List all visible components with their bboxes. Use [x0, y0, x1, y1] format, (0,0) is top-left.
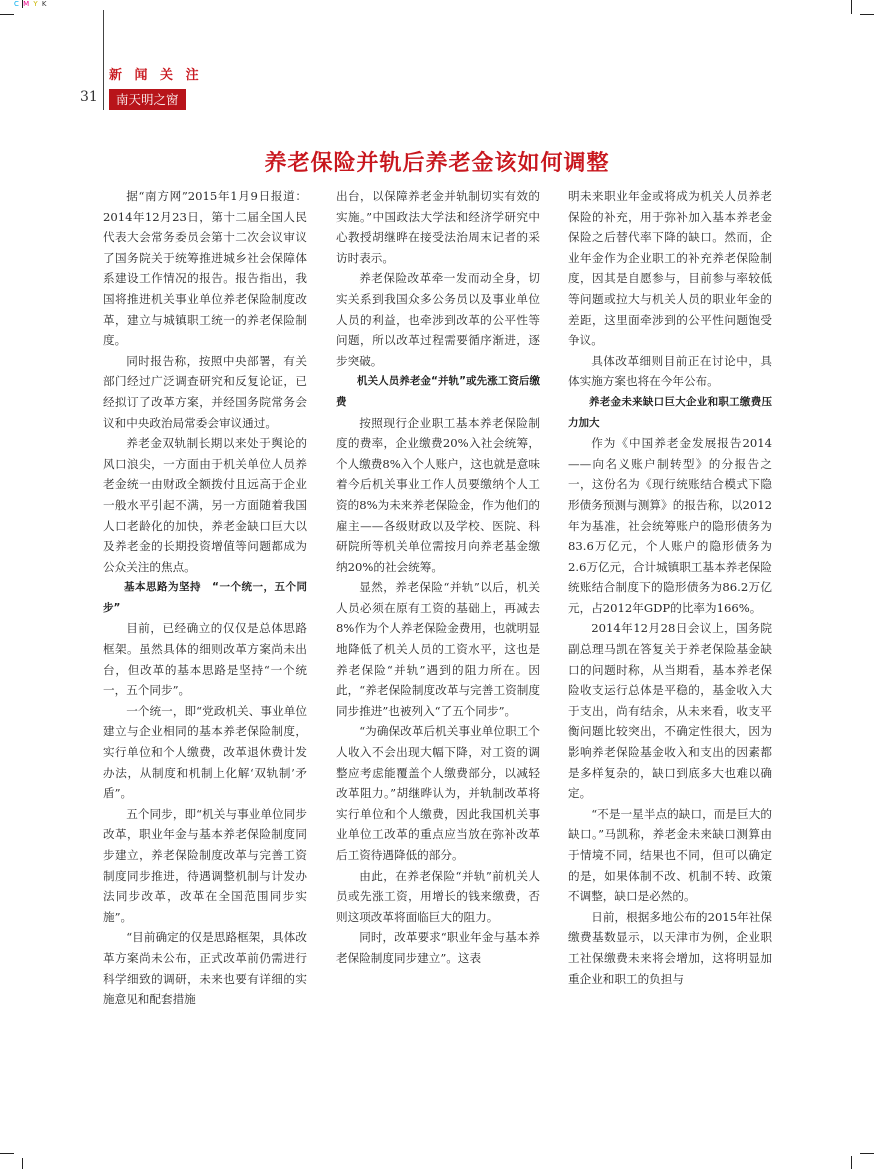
paragraph: 养老金双轨制长期以来处于舆论的风口浪尖，一方面由于机关单位人员养老金统一由财政全额拨付且远高于企业一般水平引起不满，另一方面随着我国人口老龄化的加快，养老金缺口巨大以及养老金的长期投资增值等问题都成为公众关注的焦点。 — [103, 436, 307, 574]
paragraph: 出台，以保障养老金并轨制切实有效的实施。”中国政法大学法和经济学研究中心教授胡继晔在接受法治周末记者的采访时表示。 — [336, 189, 540, 265]
print-mark-k: K — [41, 0, 48, 8]
page-number: 31 — [80, 89, 98, 105]
crop-mark — [0, 1153, 14, 1154]
section-title: 新 闻 关 注 — [109, 68, 203, 83]
section-heading: 养老金未来缺口巨大企业和职工缴费压力加大 — [568, 395, 772, 429]
paragraph: 具体改革细则目前正在讨论中，具体实施方案也将在今年公布。 — [568, 353, 772, 389]
print-mark-m: M — [23, 0, 31, 8]
crop-mark — [22, 0, 23, 8]
crop-mark — [860, 14, 874, 15]
paragraph: “不是一星半点的缺口，而是巨大的缺口。”马凯称，养老金未来缺口测算由于情境不同，结果也不同，但可以确定的是，如果体制不改、机制不转、政策不调整，缺口是必然的。 — [568, 806, 772, 904]
paragraph: 显然，养老保险“并轨”以后，机关人员必须在原有工资的基础上，再减去8%作为个人养老保险金费用，也就明显地降低了机关人员的工资水平，这也是养老保险“并轨”遇到的阻力所在。因此，“养老保险制度改革与完善工资制度同步推进”也被列入“了五个同步”。 — [336, 580, 540, 718]
article-column-3 — [568, 186, 772, 989]
paragraph: 一个统一，即“党政机关、事业单位建立与企业相同的基本养老保险制度，实行单位和个人缴费，改革退休费计发办法，从制度和机制上化解‘双轨制’矛盾”。 — [103, 703, 307, 801]
paragraph: 按照现行企业职工基本养老保险制度的费率，企业缴费20%入社会统筹，个人缴费8%入个人账户，这也就是意味着今后机关事业工作人员要缴纳个人工资的8%为未来养老保险金，作为他们的雇主——各级财政以及学校、医院、科研院所等机关单位需按月向养老基金缴纳20%的社会统筹。 — [336, 415, 540, 574]
paragraph: 同时，改革要求“职业年金与基本养老保险制度同步建立”。这表 — [336, 930, 540, 965]
article-title: 养老保险并轨后养老金该如何调整 — [264, 151, 610, 176]
header-vertical-rule — [103, 10, 104, 110]
paragraph: 作为《中国养老金发展报告2014——向名义账户制转型》的分报告之一，这份名为《现行统账结合模式下隐形债务预测与测算》的报告称，以2012年为基准，社会统筹账户的隐形债务为83.6万亿元，个人账户的隐形债务为2.6万亿元，合计城镇职工基本养老保险统账结合制度下的隐形债务为86.2万亿元，占2012年GDP的比率为166%。 — [568, 436, 772, 615]
section-heading: 机关人员养老金“并轨”或先涨工资后缴费 — [336, 375, 540, 408]
crop-mark — [851, 1156, 852, 1169]
paragraph: “为确保改革后机关事业单位职工个人收入不会出现大幅下降，对工资的调整应考虑能覆盖个人缴费部分，以减轻改革阻力。”胡继晔认为，并轨制改革将实行单位和个人缴费，因此我国机关事业单位工改革的重点应当放在弥补改革后工资待遇降低的部分。 — [336, 724, 540, 862]
paragraph: 目前，已经确立的仅仅是总体思路框架。虽然具体的细则改革方案尚未出台，但改革的基本思路是坚持“一个统一，五个同步”。 — [103, 621, 307, 698]
article-column-2 — [336, 186, 540, 969]
paragraph: 据“南方网”2015年1月9日报道：2014年12月23日，第十二届全国人民代表大会常务委员会第十二次会议审议了国务院关于统筹推进城乡社会保障体系建设工作情况的报告。报告指出，我国将推进机关事业单位养老保险制度改革，建立与城镇职工统一的养老保险制度。 — [103, 189, 307, 348]
paragraph: 2014年12月28日会议上，国务院副总理马凯在答复关于养老保险基金缺口的问题时称，从当期看，基本养老保险收支运行总体是平稳的，基金收入大于支出，尚有结余，从未来看，收支平衡问题比较突出，不确定性很大，因为影响养老保险基金收入和支出的因素都是多样复杂的，缺口到底多大也难以确定。 — [568, 621, 772, 801]
paragraph: 日前，根据多地公布的2015年社保缴费基数显示，以天津市为例，企业职工社保缴费未来将会增加，这将明显加重企业和职工的负担与 — [568, 909, 772, 986]
print-color-marks — [14, 0, 48, 8]
paragraph: 养老保险改革牵一发而动全身，切实关系到我国众多公务员以及事业单位人员的利益，也牵涉到改革的公平性等问题，所以改革过程需要循序渐进，逐步突破。 — [336, 271, 540, 368]
paragraph: 由此，在养老保险“并轨”前机关人员或先涨工资，用增长的钱来缴费，否则这项改革将面临巨大的阻力。 — [336, 868, 540, 924]
crop-mark — [851, 0, 852, 14]
print-mark-y: Y — [33, 0, 39, 8]
crop-mark — [0, 14, 14, 15]
paragraph: 五个同步，即“机关与事业单位同步改革，职业年金与基本养老保险制度同步建立，养老保险制度改革与完善工资制度同步推进，待遇调整机制与计发办法同步改革，改革在全国范围同步实施”。 — [103, 806, 307, 924]
paragraph: 明未来职业年金或将成为机关人员养老保险的补充，用于弥补加入基本养老金保险之后替代率下降的缺口。然而，企业年金作为企业职工的补充养老保险制度，因其是自愿参与，目前参与率较低等问题或拉大与机关人员的职业年金的差距，这里面牵涉到的公平性问题饱受争议。 — [568, 189, 772, 348]
paragraph: “目前确定的仅是思路框架，具体改革方案尚未公布，正式改革前仍需进行科学细致的调研，未来也要有详细的实施意见和配套措施 — [103, 930, 307, 1007]
crop-mark — [22, 1158, 23, 1169]
print-mark-c: C — [14, 0, 20, 8]
column-tag: 南天明之窗 — [109, 89, 186, 110]
section-heading: 基本思路为坚持 “一个统一，五个同步” — [103, 581, 307, 614]
crop-mark — [860, 1153, 874, 1154]
paragraph: 同时报告称，按照中央部署，有关部门经过广泛调查研究和反复论证，已经拟订了改革方案，并经国务院常务会议和中央政治局常委会审议通过。 — [103, 353, 307, 430]
article-column-1 — [103, 186, 307, 1010]
